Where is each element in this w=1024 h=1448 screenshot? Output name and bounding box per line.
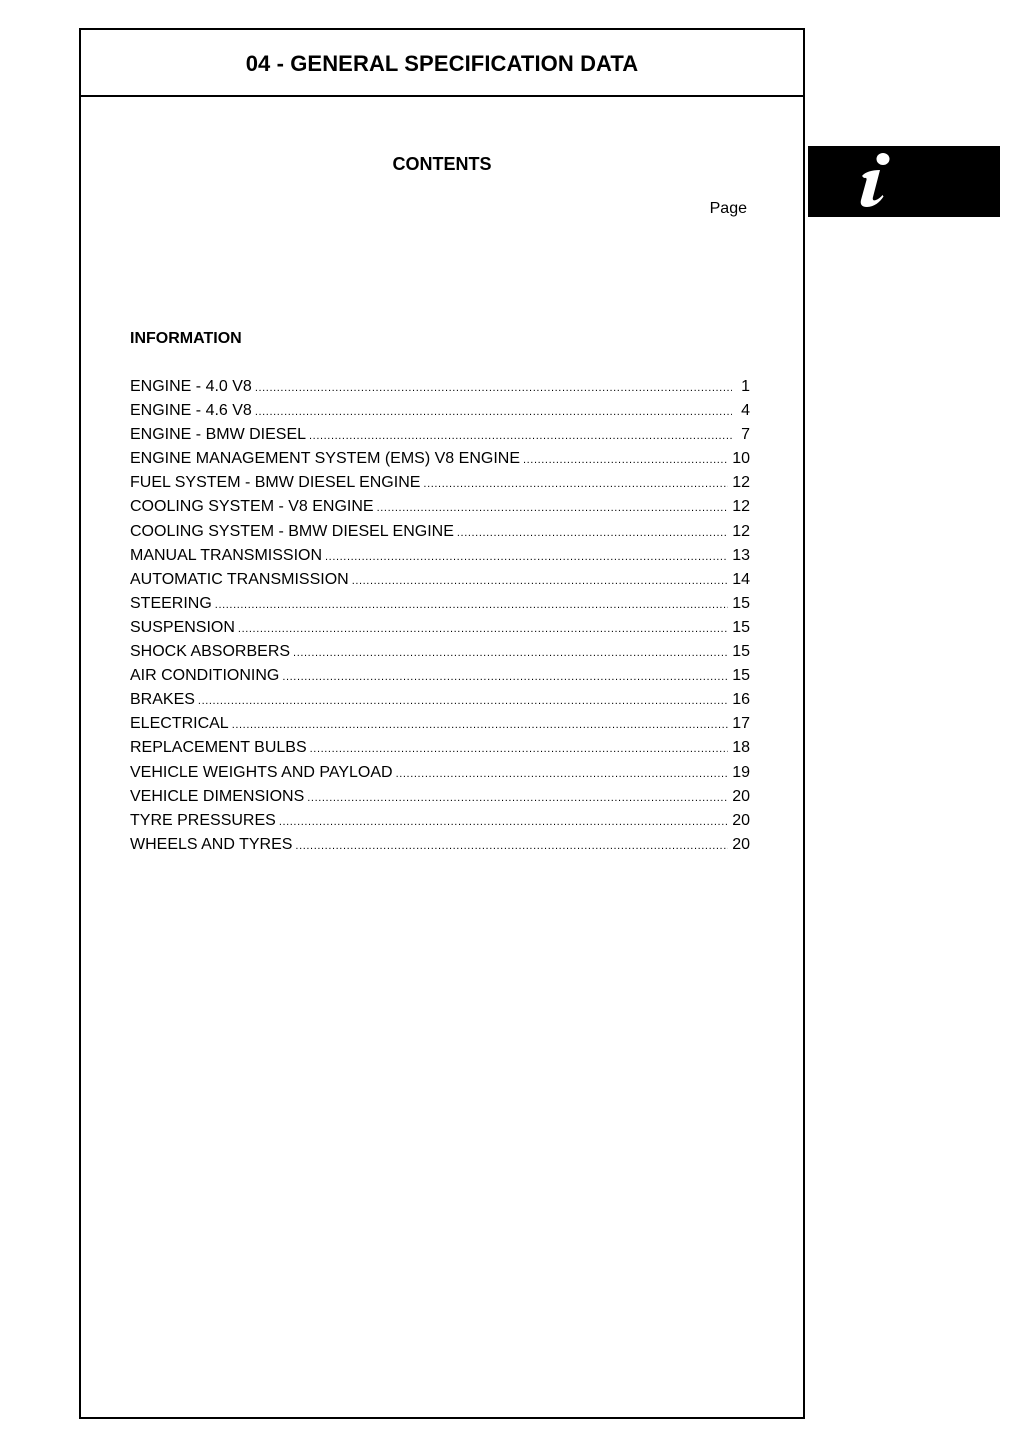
toc-leader-dots bbox=[377, 498, 729, 518]
toc-entry[interactable] bbox=[130, 497, 750, 521]
info-icon bbox=[856, 150, 896, 212]
toc-entry[interactable] bbox=[130, 835, 750, 859]
toc-entry-title: REPLACEMENT BULBS bbox=[130, 739, 307, 757]
toc-entry[interactable] bbox=[130, 401, 750, 425]
toc-entry[interactable] bbox=[130, 738, 750, 762]
toc-leader-dots bbox=[282, 667, 728, 687]
toc-entry[interactable] bbox=[130, 522, 750, 546]
toc-entry-page: 15 bbox=[732, 643, 750, 661]
toc-leader-dots bbox=[279, 812, 728, 832]
toc-entry[interactable] bbox=[130, 690, 750, 714]
toc-entry[interactable] bbox=[130, 449, 750, 473]
toc-entry-title: VEHICLE DIMENSIONS bbox=[130, 787, 305, 805]
toc-entry-page: 15 bbox=[732, 667, 750, 685]
toc-entry-title: VEHICLE WEIGHTS AND PAYLOAD bbox=[130, 763, 393, 781]
toc-entry-title: TYRE PRESSURES bbox=[130, 811, 276, 829]
toc-entry-page: 12 bbox=[732, 522, 750, 540]
toc-leader-dots bbox=[238, 619, 728, 639]
toc-leader-dots bbox=[293, 643, 728, 663]
toc-entry[interactable] bbox=[130, 714, 750, 738]
toc-leader-dots bbox=[295, 836, 728, 856]
toc-entry-page: 17 bbox=[732, 715, 750, 733]
toc-leader-dots bbox=[423, 474, 728, 494]
toc-leader-dots bbox=[255, 402, 732, 422]
toc-entry-title: AIR CONDITIONING bbox=[130, 667, 280, 685]
toc-entry-title: STEERING bbox=[130, 594, 212, 612]
toc-entry-page: 15 bbox=[732, 594, 750, 612]
toc-entry-title: ENGINE MANAGEMENT SYSTEM (EMS) V8 ENGINE bbox=[130, 450, 520, 468]
toc-entry-title: ENGINE - BMW DIESEL bbox=[130, 426, 307, 444]
toc-entry-title: WHEELS AND TYRES bbox=[130, 835, 293, 853]
toc-entry[interactable] bbox=[130, 763, 750, 787]
toc-entry-page: 20 bbox=[732, 835, 750, 853]
header bbox=[81, 30, 803, 97]
toc-leader-dots bbox=[215, 595, 728, 615]
toc-entry[interactable] bbox=[130, 473, 750, 497]
toc-leader-dots bbox=[198, 691, 728, 711]
section-heading-information: INFORMATION bbox=[130, 330, 242, 347]
table-of-contents bbox=[130, 377, 750, 859]
toc-entry-page: 14 bbox=[732, 570, 750, 588]
toc-leader-dots bbox=[310, 739, 729, 759]
toc-leader-dots bbox=[307, 788, 728, 808]
toc-entry-title: SHOCK ABSORBERS bbox=[130, 643, 291, 661]
toc-entry[interactable] bbox=[130, 546, 750, 570]
toc-leader-dots bbox=[396, 764, 729, 784]
toc-entry-title: ENGINE - 4.6 V8 bbox=[130, 402, 252, 420]
toc-entry[interactable] bbox=[130, 377, 750, 401]
toc-entry-page: 12 bbox=[732, 474, 750, 492]
toc-entry-title: MANUAL TRANSMISSION bbox=[130, 546, 323, 564]
toc-entry-title: AUTOMATIC TRANSMISSION bbox=[130, 570, 349, 588]
toc-entry-page: 16 bbox=[732, 691, 750, 709]
toc-entry[interactable] bbox=[130, 594, 750, 618]
toc-leader-dots bbox=[309, 426, 732, 446]
toc-entry-page: 10 bbox=[732, 450, 750, 468]
toc-entry[interactable] bbox=[130, 811, 750, 835]
toc-entry-title: ELECTRICAL bbox=[130, 715, 229, 733]
toc-entry-page: 15 bbox=[732, 618, 750, 636]
toc-entry-page: 1 bbox=[741, 378, 750, 395]
toc-leader-dots bbox=[457, 523, 728, 543]
toc-entry-page: 13 bbox=[732, 546, 750, 564]
page-title: 04 - GENERAL SPECIFICATION DATA bbox=[245, 51, 639, 76]
toc-entry-title: BRAKES bbox=[130, 691, 195, 709]
page-frame bbox=[79, 28, 805, 1419]
information-section-tab bbox=[808, 146, 1000, 217]
toc-entry[interactable] bbox=[130, 425, 750, 449]
toc-entry[interactable] bbox=[130, 642, 750, 666]
page-column-label: Page bbox=[709, 200, 747, 217]
toc-entry[interactable] bbox=[130, 666, 750, 690]
toc-entry[interactable] bbox=[130, 787, 750, 811]
toc-entry[interactable] bbox=[130, 618, 750, 642]
toc-entry-page: 20 bbox=[732, 787, 750, 805]
toc-leader-dots bbox=[232, 715, 729, 735]
toc-entry-page: 20 bbox=[732, 811, 750, 829]
toc-entry-title: FUEL SYSTEM - BMW DIESEL ENGINE bbox=[130, 474, 421, 492]
toc-entry-title: COOLING SYSTEM - V8 ENGINE bbox=[130, 498, 374, 516]
toc-leader-dots bbox=[325, 547, 728, 567]
toc-leader-dots bbox=[523, 450, 728, 470]
toc-entry-page: 19 bbox=[732, 763, 750, 781]
contents-heading: CONTENTS bbox=[392, 154, 492, 174]
toc-entry-page: 4 bbox=[741, 402, 750, 420]
toc-entry-title: SUSPENSION bbox=[130, 618, 235, 636]
toc-entry-page: 18 bbox=[732, 739, 750, 757]
toc-entry-page: 7 bbox=[741, 426, 750, 444]
toc-entry-page: 12 bbox=[732, 498, 750, 516]
toc-leader-dots bbox=[255, 378, 732, 398]
toc-leader-dots bbox=[352, 571, 729, 591]
toc-entry-title: COOLING SYSTEM - BMW DIESEL ENGINE bbox=[130, 522, 454, 540]
toc-entry[interactable] bbox=[130, 570, 750, 594]
toc-entry-title: ENGINE - 4.0 V8 bbox=[130, 378, 252, 395]
